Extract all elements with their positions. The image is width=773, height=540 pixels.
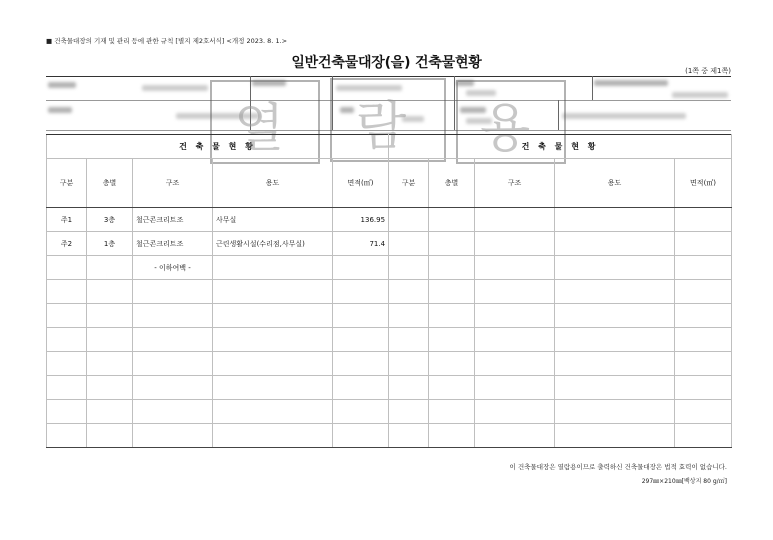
col-gubun: 구분 — [47, 159, 87, 208]
cell-empty — [555, 256, 675, 280]
table-row — [47, 400, 732, 424]
redacted-label — [594, 80, 668, 86]
cell-empty — [475, 232, 555, 256]
col-floor: 층별 — [429, 159, 475, 208]
divider — [46, 76, 731, 77]
cell-empty — [475, 256, 555, 280]
building-status-table — [46, 134, 732, 448]
cell-empty — [675, 232, 732, 256]
regulation-reference: ■ 건축물대장의 기재 및 관리 등에 관한 규칙 [별지 제2호서식] <개정 2023. 8. 1.> — [46, 37, 288, 45]
cell-empty — [429, 256, 475, 280]
col-structure: 구조 — [475, 159, 555, 208]
col-area: 면적(㎡) — [333, 159, 389, 208]
col-floor: 층별 — [87, 159, 133, 208]
cell-floor: 1층 — [87, 232, 133, 256]
page-number: (1쪽 중 제1쪽) — [685, 67, 731, 75]
redacted-value — [562, 113, 686, 119]
cell-empty — [389, 232, 429, 256]
cell-empty — [333, 256, 389, 280]
cell-empty — [555, 208, 675, 232]
table-row — [47, 256, 732, 280]
watermark-char: 열 — [234, 99, 285, 159]
divider — [454, 76, 455, 130]
cell-use: 사무실 — [213, 208, 333, 232]
section-header-right: 건 축 물 현 황 — [389, 135, 732, 159]
cell-structure: 철근콘크리트조 — [133, 208, 213, 232]
table-row — [47, 232, 732, 256]
col-use: 용도 — [213, 159, 333, 208]
cell-empty — [389, 208, 429, 232]
col-gubun: 구분 — [389, 159, 429, 208]
col-area: 면적(㎡) — [675, 159, 732, 208]
cell-gubun: 주1 — [47, 208, 87, 232]
cell-empty — [429, 208, 475, 232]
cell-empty — [429, 232, 475, 256]
cell-empty — [555, 232, 675, 256]
table-row — [47, 304, 732, 328]
table-row — [47, 280, 732, 304]
cell-empty — [213, 256, 333, 280]
cell-empty — [87, 256, 133, 280]
cell-empty — [47, 256, 87, 280]
redacted-label — [48, 82, 76, 88]
table-row — [47, 424, 732, 448]
table-row — [47, 352, 732, 376]
cell-empty — [389, 256, 429, 280]
footer-notice: 이 건축물대장은 열람용이므로 출력하신 건축물대장은 법적 효력이 없습니다. — [509, 463, 727, 471]
paper-spec: 297㎜×210㎜[백상지 80 g/㎡] — [641, 478, 727, 485]
redacted-label — [48, 107, 72, 113]
col-structure: 구조 — [133, 159, 213, 208]
divider — [592, 76, 593, 100]
cell-empty — [675, 208, 732, 232]
col-use: 용도 — [555, 159, 675, 208]
cell-area: 136.95 — [333, 208, 389, 232]
watermark-char: 용 — [480, 99, 531, 159]
table-row — [47, 376, 732, 400]
cell-empty — [475, 208, 555, 232]
cell-structure: 철근콘크리트조 — [133, 232, 213, 256]
cell-area: 71.4 — [333, 232, 389, 256]
section-header-left: 건 축 물 현 황 — [47, 135, 389, 159]
cell-gubun: 주2 — [47, 232, 87, 256]
table-row — [47, 208, 732, 232]
cell-empty — [675, 256, 732, 280]
cell-blank-marker: - 이하여백 - — [133, 256, 213, 280]
watermark-char: 람 — [356, 97, 407, 157]
table-row — [47, 328, 732, 352]
redacted-value — [142, 85, 208, 91]
cell-use: 근린생활시설(수리점,사무실) — [213, 232, 333, 256]
cell-floor: 3층 — [87, 208, 133, 232]
document-title: 일반건축물대장(을) 건축물현황 — [291, 55, 482, 71]
redacted-value — [672, 92, 728, 98]
